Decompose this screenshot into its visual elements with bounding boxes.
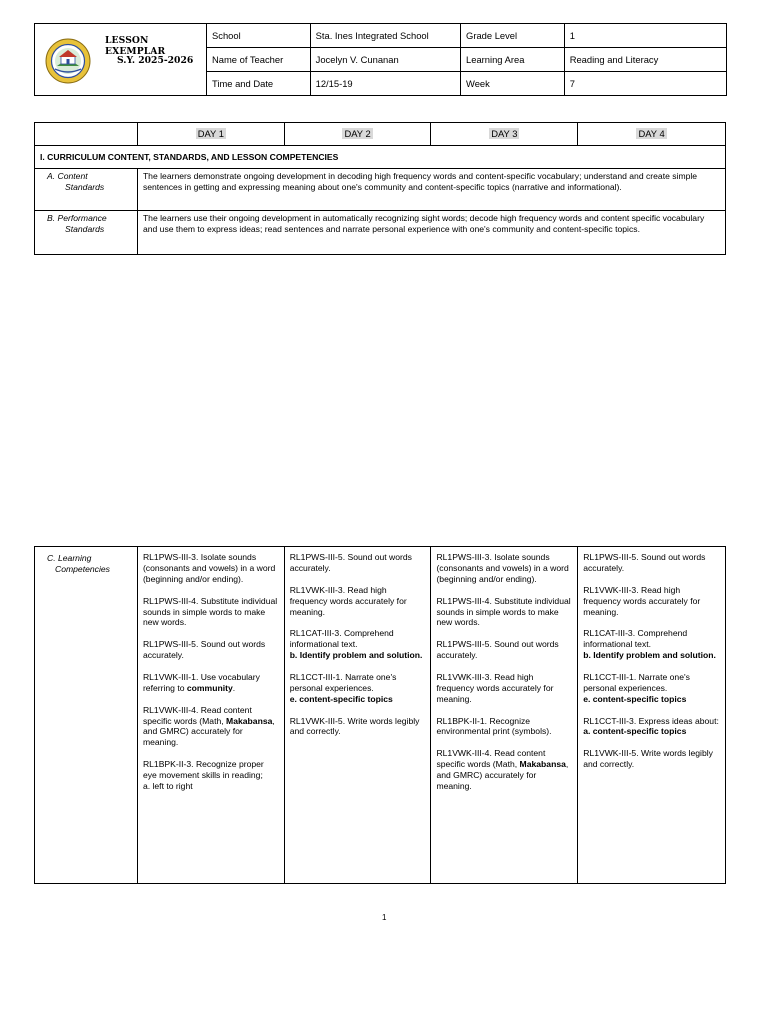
section-title: I. CURRICULUM CONTENT, STANDARDS, AND LESSON COMPETENCIES	[35, 146, 726, 169]
header-label-week: Week	[461, 72, 565, 96]
competency-item: RL1PWS-III-5. Sound out words accurately.	[583, 552, 706, 573]
label-line: C. Learning	[47, 553, 92, 563]
header-label-teacher: Name of Teacher	[207, 48, 311, 72]
content-standards-label	[35, 169, 138, 211]
competency-item: RL1BPK-II-3. Recognize proper eye movement skills in reading; a. left to right	[142, 759, 264, 791]
header-value-time-date: 12/15-19	[310, 72, 460, 96]
school-year: S.Y. 2025-2026	[117, 54, 194, 66]
competency-item: RL1VWK-III-3. Read high frequency words accurately for meaning.	[436, 671, 554, 704]
label-line: Competencies	[55, 563, 110, 574]
competency-item: RL1PWS-III-3. Isolate sounds (consonants and vowels) in a word (beginning and/or ending).	[142, 552, 276, 584]
label-line: Standards	[65, 181, 105, 192]
competency-item: RL1CAT-III-3. Comprehend informational text. b. Identify problem and solution.	[289, 628, 423, 661]
competencies-day-3	[431, 547, 578, 884]
day-header-3	[431, 123, 578, 146]
competency-item: RL1CAT-III-3. Comprehend informational text. b. Identify problem and solution.	[583, 628, 716, 661]
competency-item: RL1CCT-III-1. Narrate one's personal experiences. e. content-specific topics	[583, 671, 690, 704]
competency-item: RL1PWS-III-5. Sound out words accurately.	[289, 552, 412, 573]
competencies-day-4	[578, 547, 726, 884]
competency-item: RL1VWK-III-3. Read high frequency words accurately for meaning.	[583, 584, 701, 617]
competency-item: RL1CCT-III-3. Express ideas about: a. content-specific topics	[583, 715, 719, 737]
day-label: DAY 4	[638, 127, 665, 139]
competency-item: RL1VWK-III-5. Write words legibly and correctly.	[289, 715, 420, 737]
header-label-learning-area: Learning Area	[461, 48, 565, 72]
content-standards-text: The learners demonstrate ongoing development in decoding high frequency words and content-specific vocabulary; understand and create simple sentences in getting and expressing meaning about one's community and content-specific topics (narrative and informational).	[137, 169, 725, 211]
competency-item: RL1PWS-III-4. Substitute individual sounds in simple words to make new words.	[142, 595, 278, 628]
competency-item: RL1CCT-III-1. Narrate one's personal experiences. e. content-specific topics	[289, 671, 397, 704]
day-header-blank	[35, 123, 138, 146]
competency-item: RL1BPK-II-1. Recognize environmental print (symbols).	[436, 715, 552, 737]
competency-item: RL1VWK-III-5. Write words legibly and correctly.	[583, 748, 713, 770]
competency-item: RL1VWK-III-4. Read content specific words (Math, Makabansa, and GMRC) accurately for meaning.	[436, 748, 569, 791]
label-line: B. Performance	[47, 213, 107, 223]
day-label: DAY 2	[344, 127, 371, 139]
page-number: 1	[382, 913, 387, 922]
competency-item: RL1PWS-III-5. Sound out words accurately.	[436, 639, 559, 661]
header-label-grade-level: Grade Level	[461, 24, 565, 48]
competency-item: RL1VWK-III-3. Read high frequency words accurately for meaning.	[289, 584, 407, 617]
day-label: DAY 3	[491, 127, 518, 139]
competency-item: RL1PWS-III-4. Substitute individual sounds in simple words to make new words.	[436, 595, 571, 628]
learning-competencies-label	[35, 547, 138, 884]
competencies-table	[34, 546, 726, 884]
label-line: Standards	[65, 223, 105, 234]
header-value-school: Sta. Ines Integrated School	[310, 24, 460, 48]
day-header-4	[578, 123, 726, 146]
competency-item: RL1PWS-III-3. Isolate sounds (consonants and vowels) in a word (beginning and/or ending).	[436, 552, 569, 584]
day-header-1	[137, 123, 284, 146]
school-seal-icon	[45, 38, 91, 84]
header-value-teacher: Jocelyn V. Cunanan	[310, 48, 460, 72]
header-value-learning-area: Reading and Literacy	[564, 48, 726, 72]
performance-standards-text: The learners use their ongoing development in automatically recognizing sight words; decode high frequency words and content specific vocabulary and use them to express ideas; read sentences and narrate personal experience with one's community and content-specific topics.	[137, 211, 725, 255]
header-value-week: 7	[564, 72, 726, 96]
header-table	[34, 23, 727, 96]
header-logo-cell	[35, 24, 207, 96]
competencies-day-2	[284, 547, 431, 884]
label-line: A. Content	[47, 171, 88, 181]
day-header-2	[284, 123, 431, 146]
competencies-day-1	[137, 547, 284, 884]
standards-table	[34, 122, 726, 255]
competency-item: RL1PWS-III-5. Sound out words accurately.	[142, 639, 266, 661]
header-label-school: School	[207, 24, 311, 48]
performance-standards-label	[35, 211, 138, 255]
day-label: DAY 1	[197, 127, 224, 139]
header-value-grade-level: 1	[564, 24, 726, 48]
competency-item: RL1VWK-III-4. Read content specific words (Math, Makabansa, and GMRC) accurately for meaning.	[142, 704, 275, 748]
exemplar-title: LESSON EXEMPLAR	[105, 34, 166, 57]
competency-item: RL1VWK-III-1. Use vocabulary referring to community.	[142, 671, 260, 693]
header-label-time-date: Time and Date	[207, 72, 311, 96]
